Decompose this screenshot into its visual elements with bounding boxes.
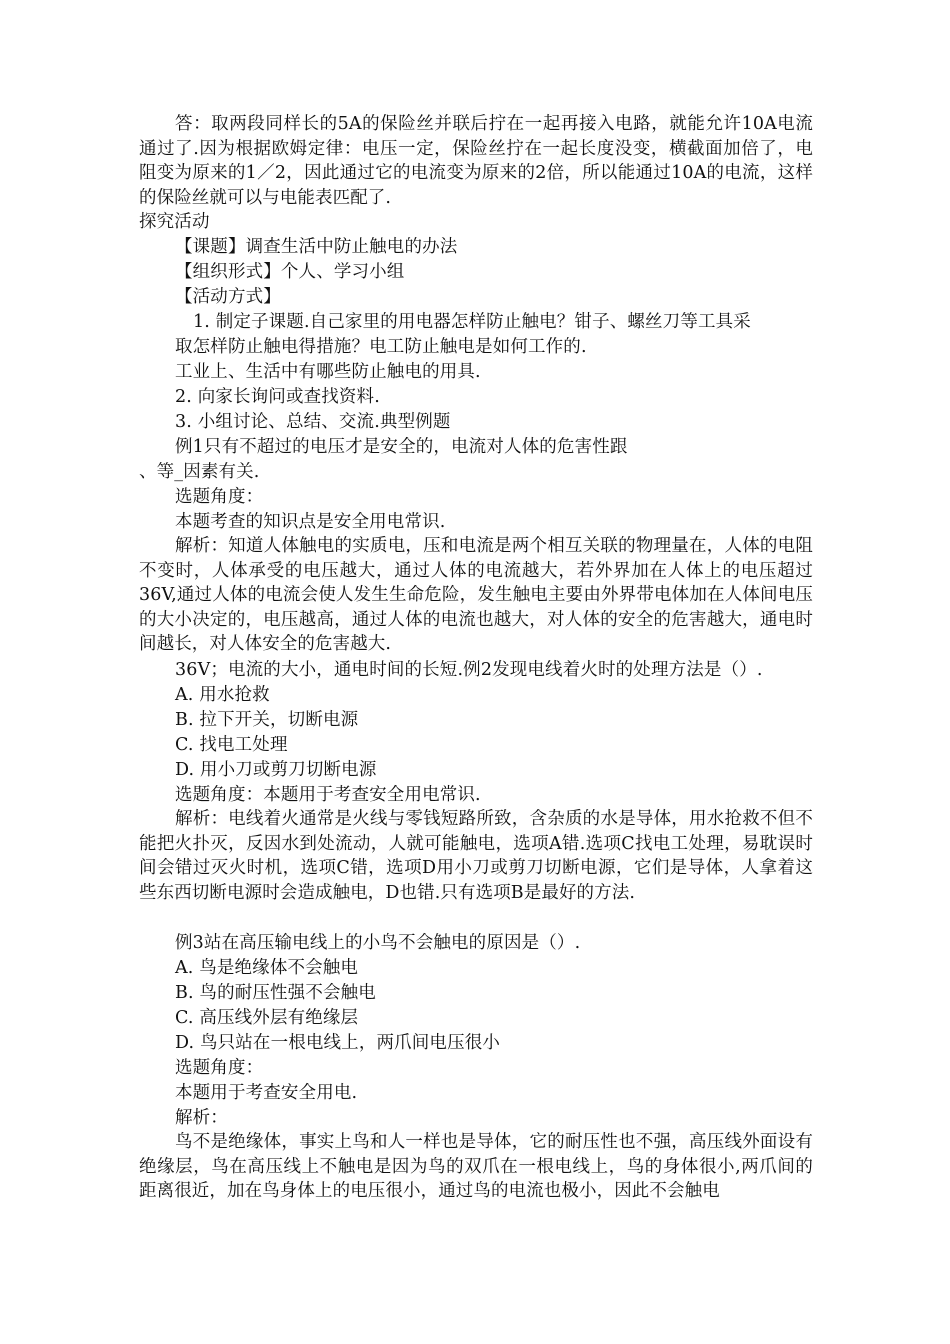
example1-angle-label: 选题角度： (175, 487, 264, 507)
example3-option-b: B. 鸟的耐压性强不会触电 (175, 983, 376, 1003)
step1-line-a: 1. 制定子课题.自己家里的用电器怎样防止触电？钳子、螺丝刀等工具采 (193, 312, 751, 332)
example3-option-c: C. 高压线外层有绝缘层 (175, 1008, 359, 1028)
example1-angle-text: 本题考查的知识点是安全用电常识. (175, 512, 446, 532)
example1-question-cont: 、等_因素有关. (139, 462, 260, 482)
example3-question: 例3站在高压输电线上的小鸟不会触电的原因是（）. (175, 933, 581, 953)
example3-angle-text: 本题用于考查安全用电. (175, 1083, 358, 1103)
example3-analysis: 鸟不是绝缘体，事实上鸟和人一样也是导体，它的耐压性也不强，高压线外面设有绝缘层，鸟在高压线上不触电是因为鸟的双爪在一根电线上，鸟的身体很小,两爪间的距离很近，加在鸟身体上的电压很小，通过鸟的电流也极小，因此不会触电 (139, 1132, 813, 1201)
example3-angle-label: 选题角度： (175, 1058, 264, 1078)
activity-mode-line: 【活动方式】 (175, 287, 281, 307)
example3-option-a: A. 鸟是绝缘体不会触电 (175, 958, 359, 978)
step1-line-b: 取怎样防止触电得措施？电工防止触电是如何工作的. (175, 337, 587, 357)
example3-option-d: D. 鸟只站在一根电线上，两爪间电压很小 (175, 1033, 501, 1053)
example2-analysis: 解析：电线着火通常是火线与零钱短路所致，含杂质的水是导体，用水抢救不但不能把火扑灭，反因水到处流动，人就可能触电，选项A错.选项C找电工处理，易耽误时间会错过灭火时机，选项C错，选项D用小刀或剪刀切断电源，它们是导体，人拿着这些东西切断电源时会造成触电，D也错.只有选项B是最好的方法. (139, 809, 813, 903)
example2-option-d: D. 用小刀或剪刀切断电源 (175, 760, 377, 780)
example2-angle: 选题角度：本题用于考查安全用电常识. (175, 785, 481, 805)
example3-analysis-label: 解析： (175, 1108, 228, 1128)
step2-line: 2. 向家长询问或查找资料. (175, 387, 380, 407)
inquiry-heading: 探究活动 (139, 212, 210, 232)
example1-analysis: 解析：知道人体触电的实质电，压和电流是两个相互关联的物理量在，人体的电阻不变时，人体承受的电压越大，通过人体的电流越大，若外界加在人体上的电压超过36V,通过人体的电流会使人发生生命危险，发生触电主要由外界带电体加在人体间电压的大小决定的，电压越高，通过人体的电流也越大，对人体的安全的危害越大，通电时间越长，对人体安全的危害越大. (139, 536, 813, 654)
answer-paragraph: 答：取两段同样长的5A的保险丝并联后拧在一起再接入电路，就能允许10A电流通过了.因为根据欧姆定律：电压一定，保险丝拧在一起长度没变，横截面加倍了，电阻变为原来的1／2，因此通过它的电流变为原来的2倍，所以能通过10A的电流，这样的保险丝就可以与电能表匹配了. (139, 114, 813, 208)
example1-answer-example2-question: 36V；电流的大小，通电时间的长短.例2发现电线着火时的处理方法是（）. (175, 660, 763, 680)
example2-option-a: A. 用水抢救 (175, 685, 270, 705)
step3-line: 3. 小组讨论、总结、交流.典型例题 (175, 412, 451, 432)
example2-option-c: C. 找电工处理 (175, 735, 288, 755)
topic-line: 【课题】调查生活中防止触电的办法 (175, 237, 458, 257)
example1-question: 例1只有不超过的电压才是安全的，电流对人体的危害性跟 (175, 437, 628, 457)
step1-line-c: 工业上、生活中有哪些防止触电的用具. (175, 362, 481, 382)
org-form-line: 【组织形式】个人、学习小组 (175, 262, 405, 282)
example2-option-b: B. 拉下开关，切断电源 (175, 710, 359, 730)
